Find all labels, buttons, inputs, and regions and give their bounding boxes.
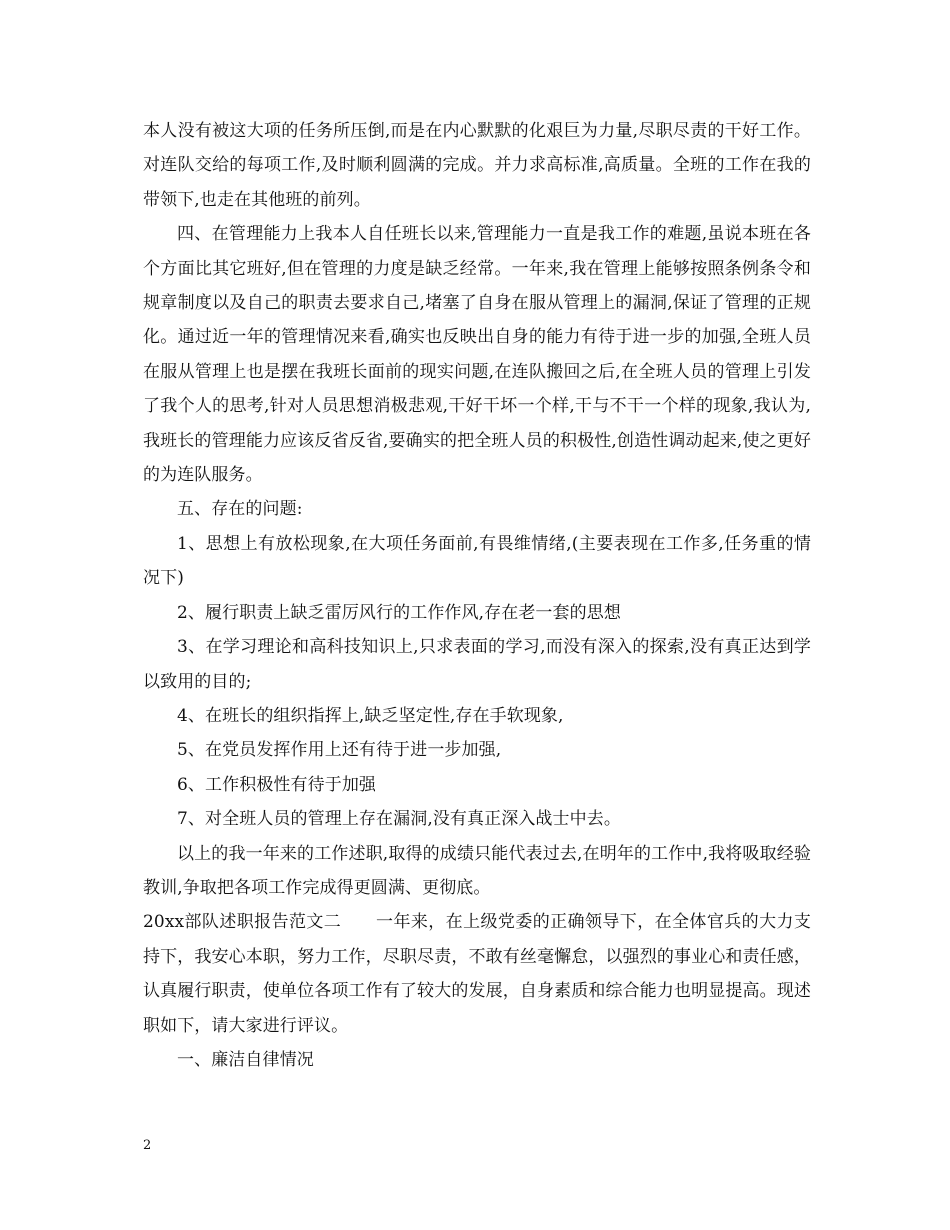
section-heading: 一、廉洁自律情况 — [177, 1049, 314, 1070]
section-heading: 五、存在的问题: — [177, 499, 303, 520]
list-item: 1、思想上有放松现象,在大项任务面前,有畏维情绪,(主要表现在工作多,任务重的情况下) — [143, 533, 811, 589]
page-number: 2 — [143, 1138, 152, 1153]
list-item: 7、对全班人员的管理上存在漏洞,没有真正深入战士中去。 — [177, 809, 621, 830]
list-item: 3、在学习理论和高科技知识上,只求表面的学习,而没有深入的探索,没有真正达到学以致用的目的; — [143, 637, 811, 692]
document-body — [143, 114, 811, 1077]
paragraph: 四、在管理能力上我本人自任班长以来,管理能力一直是我工作的难题,虽说本班在各个方面比其它班好,但在管理的力度是缺乏经常。一年来,我在管理上能够按照条例条令和规章制度以及自己的职责去要求自己,堵塞了自身在服从管理上的漏洞,保证了管理的正规化。通过近一年的管理情况来看,确实也反映出自身的能力有待于进一步的加强,全班人员在服从管理上也是摆在我班长面前的现实问题,在连队搬回之后,在全班人员的管理上引发了我个人的思考,针对人员思想消极悲观,干好干坏一个样,干与不干一个样的现象,我认为,我班长的管理能力应该反省反省,要确实的把全班人员的积极性,创造性调动起来,使之更好的为连队服务。 — [143, 224, 811, 486]
paragraph: 20xx部队述职报告范文二 一年来，在上级党委的正确领导下，在全体官兵的大力支持下，我安心本职，努力工作，尽职尽责，不敢有丝毫懈怠，以强烈的事业心和责任感，认真履行职责，使单位各项工作有了较大的发展，自身素质和综合能力也明显提高。现述职如下，请大家进行评议。 — [143, 912, 811, 1036]
list-item: 6、工作积极性有待于加强 — [177, 774, 377, 795]
list-item: 2、履行职责上缺乏雷厉风行的工作作风,存在老一套的思想 — [177, 602, 621, 623]
paragraph: 本人没有被这大项的任务所压倒,而是在内心默默的化艰巨为力量,尽职尽责的干好工作。对连队交给的每项工作,及时顺利圆满的完成。并力求高标准,高质量。全班的工作在我的带领下,也走在其他班的前列。 — [143, 121, 811, 210]
paragraph: 以上的我一年来的工作述职,取得的成绩只能代表过去,在明年的工作中,我将吸取经验教训,争取把各项工作完成得更圆满、更彻底。 — [143, 843, 811, 898]
list-item: 4、在班长的组织指挥上,缺乏坚定性,存在手软现象, — [177, 705, 564, 726]
list-item: 5、在党员发挥作用上还有待于进一步加强, — [177, 740, 502, 761]
